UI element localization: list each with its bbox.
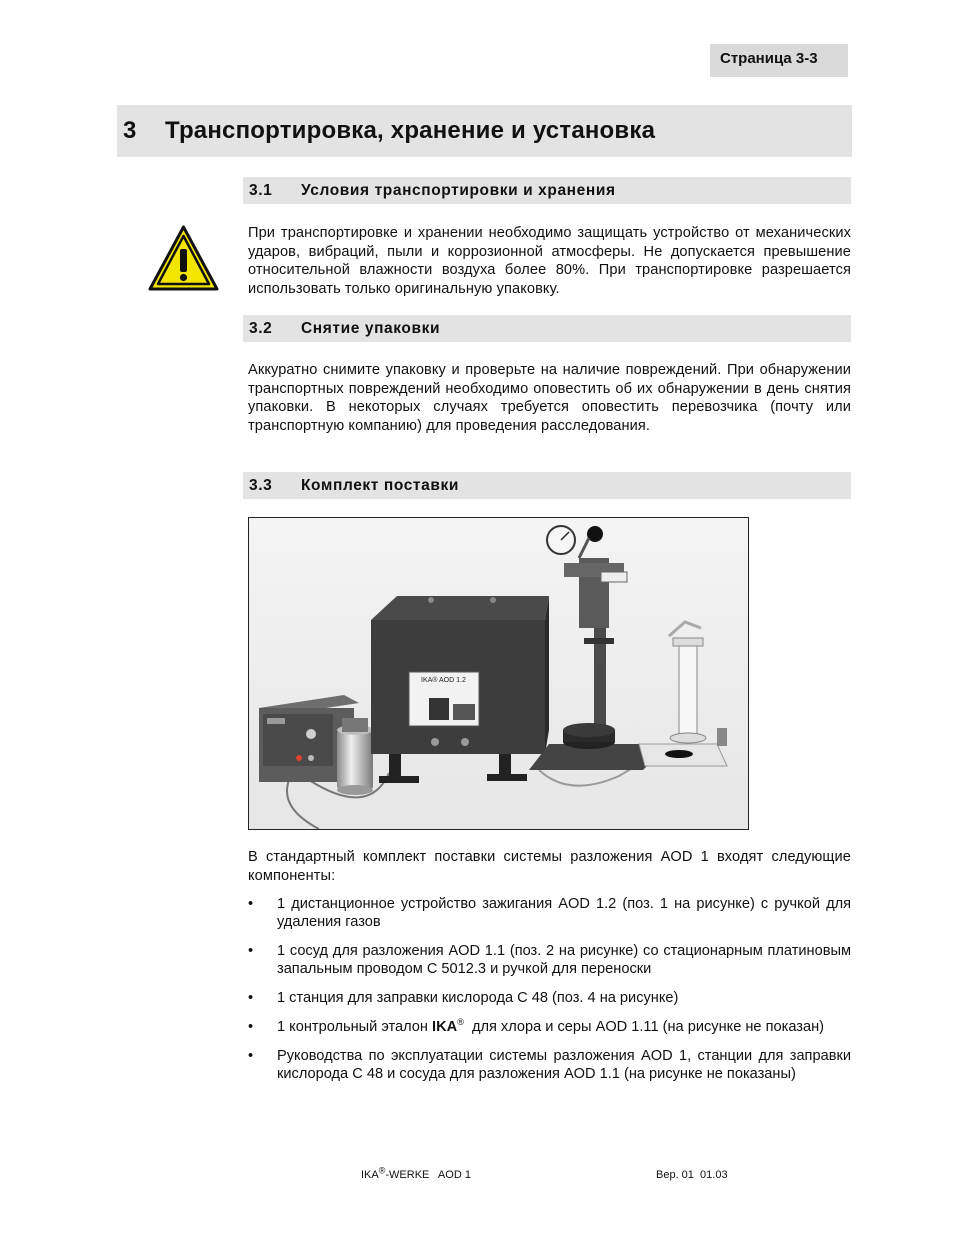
footer-product: -WERKE AOD 1 <box>385 1169 471 1181</box>
section-3-2-text: Аккуратно снимите упаковку и проверьте на наличие повреждений. При обнаружении транспортных повреждений необходимо оповестить об их обнаружении в день снятия упаковки. В некоторых случаях требуется оповестить перевозчика (почту или транспортную компанию) для проведения расследования. <box>248 362 851 434</box>
chapter-title: Транспортировка, хранение и установка <box>165 117 656 144</box>
list-item-text: 1 контрольный эталон <box>277 1019 428 1035</box>
list-item <box>248 1047 851 1083</box>
section-3-1-text: При транспортировке и хранении необходимо защищать устройство от механических ударов, вибраций, пыли и коррозионной атмосферы. Не допускается превышение относительной влажности воздуха более 80%. При транспортировке разрешается использовать только оригинальную упаковку. <box>248 225 851 297</box>
section-number: 3.1 <box>249 182 273 199</box>
list-item-text: для хлора и серы AOD 1.11 (на рисунке не показан) <box>471 1019 825 1035</box>
section-number: 3.3 <box>249 477 273 494</box>
bullet-icon: • <box>248 1019 254 1035</box>
bullet-icon: • <box>248 943 254 959</box>
footer-left <box>361 1165 471 1181</box>
list-item-text: 1 станция для заправки кислорода C 48 (поз. 4 на рисунке) <box>277 990 679 1006</box>
section-heading-3-2 <box>243 315 851 342</box>
footer-brand: IKA <box>361 1169 379 1181</box>
delivery-items-list <box>248 895 851 1094</box>
chapter-number: 3 <box>123 117 137 144</box>
footer-registered-mark: ® <box>378 1165 386 1176</box>
warning-triangle-icon <box>147 224 220 292</box>
list-item-text: 1 дистанционное устройство зажигания AOD 1.2 (поз. 1 на рисунке) с ручкой для удаления газов <box>277 896 851 930</box>
list-item <box>248 989 851 1007</box>
page-number-tag: Страница 3-3 <box>710 44 848 77</box>
registered-mark: ® <box>457 1017 464 1028</box>
list-item-text: Руководства по эксплуатации системы разложения AOD 1, станции для заправки кислорода C 48 и сосуда для разложения AOD 1.1 (на рисунке не показаны) <box>277 1048 851 1082</box>
bullet-icon: • <box>248 990 254 1006</box>
section-heading-3-3 <box>243 472 851 499</box>
bullet-icon: • <box>248 896 254 912</box>
section-title: Комплект поставки <box>301 477 459 494</box>
device-label: IKA® AOD 1.2 <box>421 677 466 684</box>
decomposition-vessel <box>337 718 373 795</box>
list-item-text: 1 сосуд для разложения AOD 1.1 (поз. 2 на рисунке) со стационарным платиновым запальным проводом C 5012.3 и ручкой для переноски <box>277 943 851 977</box>
bullet-icon: • <box>248 1048 254 1064</box>
section-title: Условия транспортировки и хранения <box>301 182 616 199</box>
section-heading-3-1 <box>243 177 851 204</box>
footer-version: Вер. 01 01.03 <box>656 1169 728 1181</box>
delivery-set-photo <box>248 517 749 830</box>
list-item <box>248 942 851 978</box>
list-item <box>248 895 851 931</box>
brand-name: IKA <box>432 1019 458 1035</box>
list-item <box>248 1018 851 1036</box>
chapter-heading <box>117 105 852 157</box>
section-title: Снятие упаковки <box>301 320 441 337</box>
section-number: 3.2 <box>249 320 273 337</box>
section-3-3-intro: В стандартный комплект поставки системы разложения AOD 1 входят следующие компоненты: <box>248 849 851 884</box>
